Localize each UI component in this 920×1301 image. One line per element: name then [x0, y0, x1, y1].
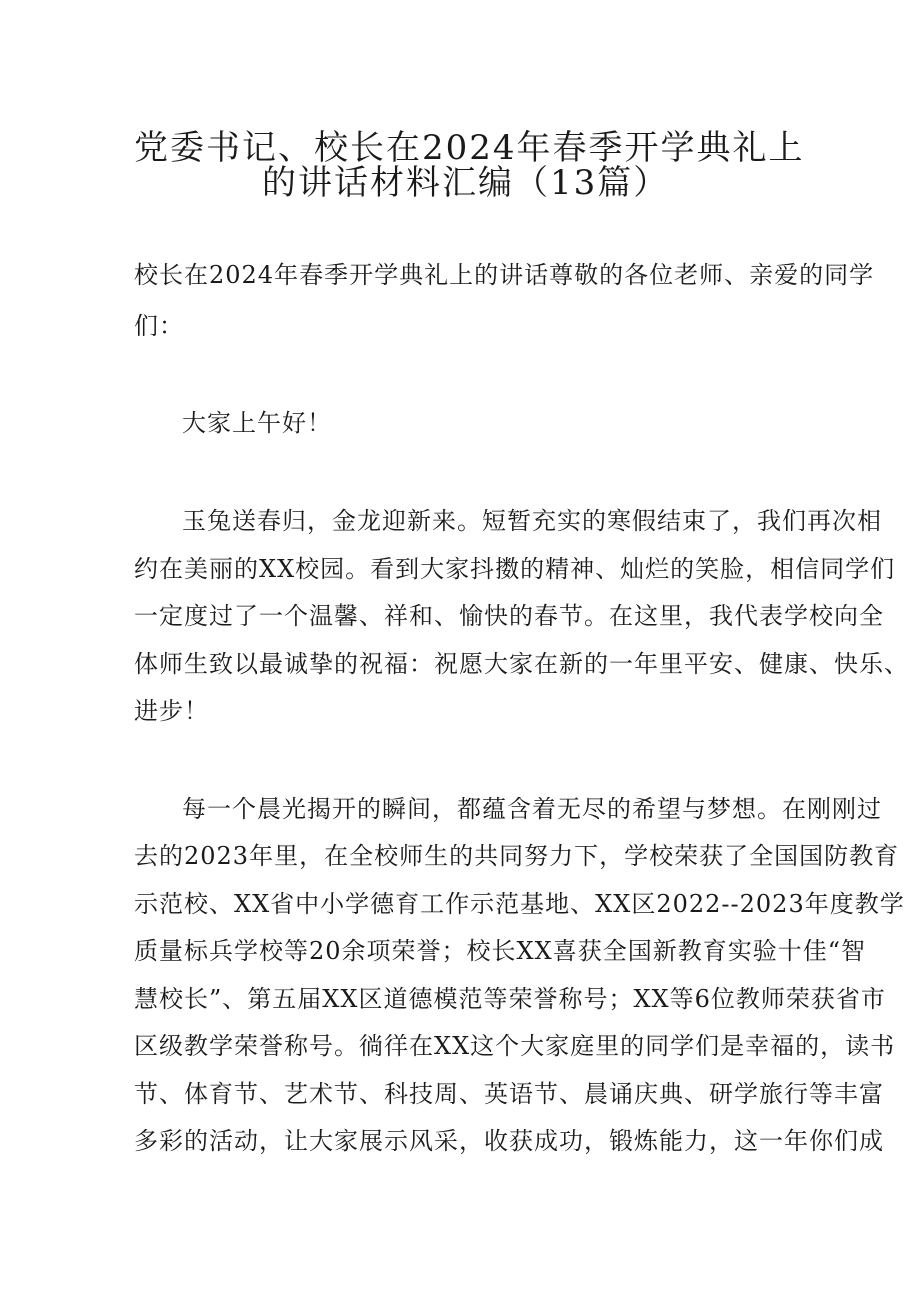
body-line-13: 慧校长”、第五届XX区道德模范等荣誉称号；XX等6位教师荣获省市: [134, 985, 886, 1013]
document-title-line-2: 的讲话材料汇编（13篇）: [262, 163, 670, 203]
body-line-10: 去的2023年里，在全校师生的共同努力下，学校荣获了全国国防教育: [134, 842, 900, 870]
body-line-2: 们：: [134, 312, 184, 340]
document-title-line-1: 党委书记、校长在2024年春季开学典礼上: [134, 128, 805, 168]
body-line-5: 约在美丽的XX校园。看到大家抖擞的精神、灿烂的笑脸，相信同学们: [134, 555, 896, 583]
body-line-9: 每一个晨光揭开的瞬间，都蕴含着无尽的希望与梦想。在刚刚过: [182, 795, 882, 823]
body-line-12: 质量标兵学校等20余项荣誉；校长XX喜获全国新教育实验十佳“智: [134, 937, 866, 965]
body-line-11: 示范校、XX省中小学德育工作示范基地、XX区2022--2023年度教学: [134, 890, 905, 918]
body-line-14: 区级教学荣誉称号。徜徉在XX这个大家庭里的同学们是幸福的，读书: [134, 1032, 896, 1060]
body-line-4: 玉兔送春归，金龙迎新来。短暂充实的寒假结束了，我们再次相: [182, 507, 882, 535]
body-line-3: 大家上午好！: [182, 409, 332, 437]
body-line-6: 一定度过了一个温馨、祥和、愉快的春节。在这里，我代表学校向全: [134, 602, 884, 630]
body-line-1: 校长在2024年春季开学典礼上的讲话尊敬的各位老师、亲爱的同学: [134, 261, 875, 289]
body-line-15: 节、体育节、艺术节、科技周、英语节、晨诵庆典、研学旅行等丰富: [134, 1080, 884, 1108]
body-line-16: 多彩的活动，让大家展示风采，收获成功，锻炼能力，这一年你们成: [134, 1127, 884, 1155]
body-line-8: 进步！: [134, 697, 209, 725]
body-line-7: 体师生致以最诚挚的祝福：祝愿大家在新的一年里平安、健康、快乐、: [134, 650, 909, 678]
